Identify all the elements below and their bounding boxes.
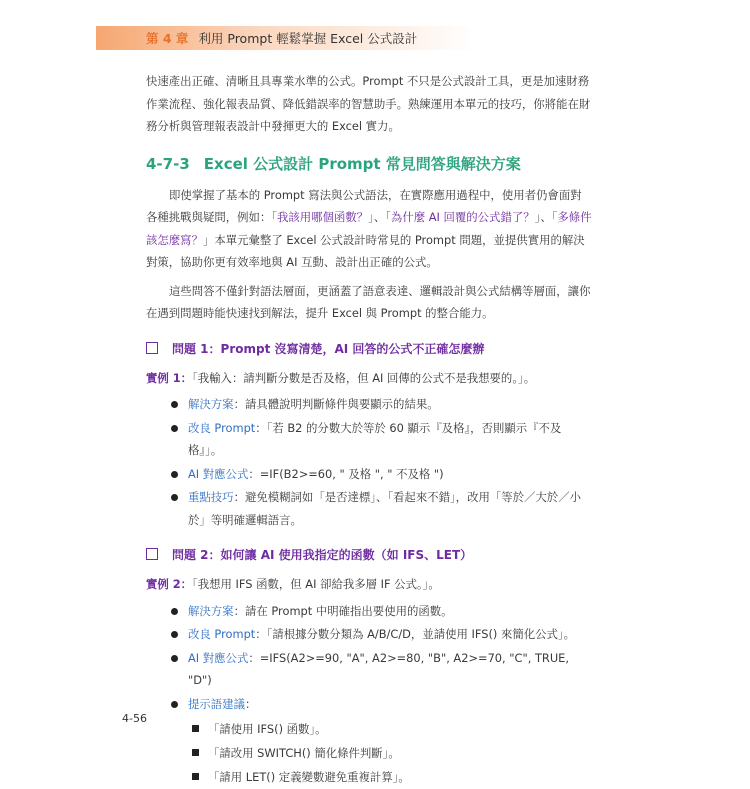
bullet-icon xyxy=(171,655,178,662)
running-header xyxy=(146,29,417,47)
list-item xyxy=(146,647,592,692)
item-key: 提示語建議 xyxy=(188,696,245,711)
para1-sep-1: 」、「 xyxy=(368,210,391,224)
prompt-suggestions xyxy=(146,717,592,789)
checkbox-icon xyxy=(146,342,158,354)
question-1-heading xyxy=(146,337,592,361)
question-2-title: 問題 2：如何讓 AI 使用我指定的函數（如 IFS、LET） xyxy=(172,548,473,562)
section-title: Excel 公式設計 Prompt 常見問答與解決方案 xyxy=(203,154,521,173)
square-bullet-icon xyxy=(192,725,199,732)
intro-paragraph: 快速產出正確、清晰且具專業水準的公式。Prompt 不只是公式設計工具，更是加速財務作業流程、強化報表品質、降低錯誤率的智慧助手。熟練運用本單元的技巧，你將能在財務分析與管理報表設計中發揮更大的 Excel 實力。 xyxy=(146,74,591,133)
list-item xyxy=(146,486,592,531)
item-text: ：「若 B2 的分數大於等於 60 顯示『及格』，否則顯示『不及格』」。 xyxy=(188,420,562,457)
page-number: 4-56 xyxy=(122,712,147,725)
item-text: ：=IFS(A2>=90, "A", A2>=80, "B", A2>=70, "C", TRUE, "D") xyxy=(188,650,569,687)
item-text: ：請具體說明判斷條件與要顯示的結果。 xyxy=(233,397,439,411)
item-text: ：「請根據分數分類為 A/B/C/D，並請使用 IFS() 來簡化公式」。 xyxy=(255,627,575,641)
item-text: ：避免模糊詞如「是否達標」、「看起來不錯」，改用「等於／大於／小於」等明確邏輯語言。 xyxy=(188,490,581,527)
item-text: ：=IF(B2>=60, " 及格 ", " 不及格 ") xyxy=(248,466,444,481)
example-1 xyxy=(146,367,592,390)
suggestion-item xyxy=(146,741,592,765)
question-1-list xyxy=(146,393,592,531)
para1-question-3: 多條件該怎麼寫？ xyxy=(146,210,592,247)
list-item xyxy=(146,623,592,646)
list-item xyxy=(146,693,592,716)
example-1-label: 實例 1： xyxy=(146,370,193,385)
suggestion-text: 「請使用 IFS() 函數」。 xyxy=(208,722,327,736)
list-item xyxy=(146,417,592,462)
item-key: AI 對應公式 xyxy=(188,466,249,481)
section-heading xyxy=(146,152,592,176)
example-2 xyxy=(146,573,592,596)
bullet-icon xyxy=(171,631,178,638)
page-body xyxy=(146,70,592,789)
item-text: ：請在 Prompt 中明確指出要使用的函數。 xyxy=(233,603,453,618)
bullet-icon xyxy=(171,608,178,615)
suggestion-text: 「請改用 SWITCH() 簡化條件判斷」。 xyxy=(208,746,400,760)
item-key: 重點技巧 xyxy=(188,490,234,504)
example-1-text: 「我輸入：請判斷分數是否及格，但 AI 回傳的公式不是我想要的。」。 xyxy=(192,370,536,385)
list-item xyxy=(146,463,592,486)
list-item xyxy=(146,600,592,623)
item-key: 解決方案 xyxy=(188,603,234,618)
para1-question-2: 為什麼 AI 回覆的公式錯了？ xyxy=(390,210,535,224)
example-2-text: 「我想用 IFS 函數，但 AI 卻給我多層 IF 公式。」。 xyxy=(192,577,440,591)
para1-text-a: 即使掌握了基本的 Prompt 寫法與公式語法，在實際應用過程中，使用者仍會面對各種挑戰與疑問，例如：「 xyxy=(146,187,582,224)
question-2-list xyxy=(146,600,592,716)
bullet-icon xyxy=(171,494,178,501)
bullet-icon xyxy=(171,401,178,408)
para1-question-1: 我該用哪個函數？ xyxy=(277,210,369,224)
paragraph-1 xyxy=(146,184,592,274)
suggestion-item xyxy=(146,717,592,741)
example-2-label: 實例 2： xyxy=(146,577,193,591)
question-1-title: 問題 1：Prompt 沒寫清楚，AI 回答的公式不正確怎麼辦 xyxy=(172,341,485,356)
paragraph-2: 這些問答不僅針對語法層面，更涵蓋了語意表達、邏輯設計與公式結構等層面，讓你在遇到問題時能快速找到解法，提升 Excel 與 Prompt 的整合能力。 xyxy=(146,283,591,320)
para1-sep-2: 」、「 xyxy=(534,210,558,224)
bullet-icon xyxy=(171,471,178,478)
checkbox-icon xyxy=(146,548,158,560)
section-number: 4-7-3 xyxy=(146,154,190,173)
item-text: ： xyxy=(244,696,257,711)
item-key: 改良 Prompt xyxy=(188,627,256,641)
suggestion-text: 「請用 LET() 定義變數避免重複計算」。 xyxy=(208,770,410,784)
square-bullet-icon xyxy=(192,773,199,780)
bullet-icon xyxy=(171,701,178,708)
chapter-label: 第 4 章 xyxy=(146,31,189,46)
list-item xyxy=(146,393,592,416)
para1-text-b: 」本單元彙整了 Excel 公式設計時常見的 Prompt 問題，並提供實用的解決對策，協助你更有效率地與 AI 互動、設計出正確的公式。 xyxy=(146,232,585,269)
chapter-title: 利用 Prompt 輕鬆掌握 Excel 公式設計 xyxy=(198,31,418,46)
item-key: 解決方案 xyxy=(188,397,234,411)
item-key: AI 對應公式 xyxy=(188,650,249,665)
item-key: 改良 Prompt xyxy=(188,420,256,435)
bullet-icon xyxy=(171,425,178,432)
question-2-heading xyxy=(146,543,592,567)
square-bullet-icon xyxy=(192,749,199,756)
suggestion-item xyxy=(146,765,592,789)
